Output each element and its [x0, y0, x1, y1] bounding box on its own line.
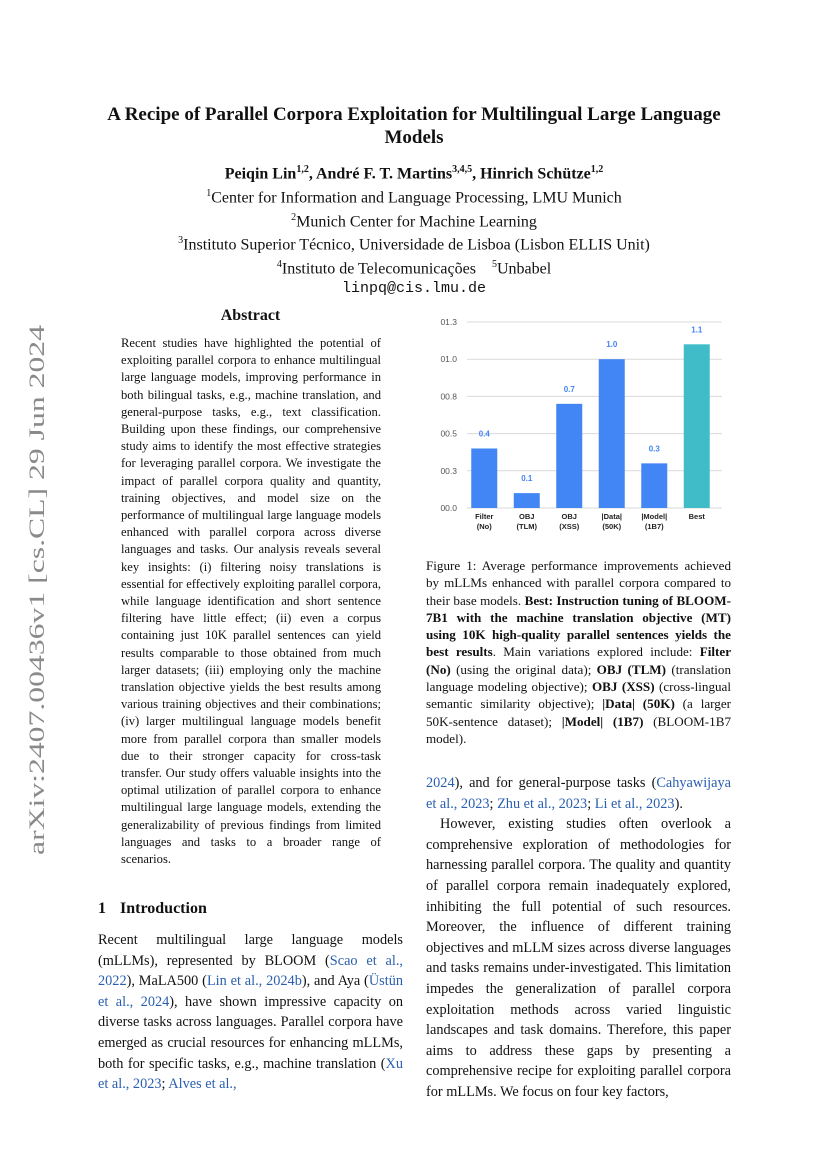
x-tick-label: |Data| [601, 512, 622, 521]
y-tick-label: 00.3 [440, 465, 457, 476]
y-tick-label: 00.8 [440, 391, 457, 402]
citation-link[interactable]: Üstün et al., 2024 [98, 973, 403, 1010]
x-tick-label: (No) [476, 522, 492, 531]
author-email[interactable]: linpq@cis.lmu.de [341, 280, 487, 298]
author-sup: 3,4,5 [452, 164, 473, 175]
affiliation: $^1$Center for Information and Language Processing, LMU Munich [206, 187, 622, 207]
citation-link[interactable]: Zhu et al., 2023 [497, 795, 588, 812]
author-name: Peiqin Lin [224, 165, 297, 183]
paragraph: 2024), and for general-purpose tasks (Cahyawijaya et al., 2023; Zhu et al., 2023; Li et al., 2023). [426, 775, 731, 812]
citation-link[interactable]: Alves et al., [168, 1076, 237, 1093]
x-tick-label: Filter [475, 512, 494, 521]
abstract-heading: Abstract [220, 307, 281, 324]
bar [684, 344, 710, 508]
arxiv-identifier [4, 320, 60, 860]
citation-link[interactable]: Lin et al., 2024b [206, 973, 302, 990]
figure-1-chart [412, 312, 730, 540]
author-block [90, 160, 738, 299]
bar [599, 359, 625, 508]
author-name: André F. T. Martins [315, 165, 453, 183]
citation-link[interactable]: Li et al., 2023 [594, 795, 675, 812]
x-tick-label: OBJ [561, 512, 577, 521]
x-tick-label: OBJ [519, 512, 535, 521]
y-tick-label: 00.0 [440, 503, 457, 513]
figure-caption: Figure 1: Average performance improvements achieved by mLLMs enhanced with parallel corpora compared to their base models. Best: Instruction tuning of BLOOM-7B1 with the machine translation objective (MT) using 10K high-quality parallel sentences yields the best results. Main variations explored include: Filter (No) (using the original data); OBJ (TLM) (translation language modeling objective); OBJ (XSS) (cross-lingual semantic similarity objective); |Data| (50K) (a larger 50K-sentence dataset); |Model| (1B7) (BLOOM-1B7 model). [426, 558, 732, 746]
affiliation: $^3$Instituto Superior Técnico, Universidade de Lisboa (Lisbon ELLIS Unit) [178, 235, 650, 254]
bar [641, 463, 667, 508]
author-sup: 1,2 [296, 164, 309, 175]
affiliation: $^4$Instituto de Telecomunicações $^5$Unbabel [276, 259, 552, 278]
arxiv-id-text: arXiv:2407.00436v1 [cs.CL] 29 Jun 2024 [24, 487, 49, 855]
x-tick-label: (TLM) [516, 522, 537, 531]
citation-link[interactable]: 2024 [426, 775, 455, 791]
y-tick-label: 01.0 [440, 354, 457, 365]
bar [556, 404, 582, 508]
author-sup: 1,2 [590, 164, 604, 175]
right-column-text [426, 773, 731, 1103]
y-tick-label: 01.3 [440, 317, 457, 327]
section-heading [98, 900, 221, 918]
author-name: Hinrich Schütze [480, 165, 591, 183]
affiliation: $^2$Munich Center for Machine Learning [291, 211, 537, 230]
section-number: 1 [98, 900, 106, 917]
paragraph: However, existing studies often overlook a comprehensive exploration of methodologies for harnessing parallel corpora. The quality and quantity of parallel corpora remain inadequately explored, inhibiting the full potential of such resources. Moreover, the influence of different training objectives and mLLM sizes across diverse languages and tasks remains under-investigated. This limitation impedes the generalization of parallel corpora exploitation methods across varied linguistic landscapes and task domains. Therefore, this paper aims to address these gaps by presenting a comprehensive recipe for exploiting parallel corpora for mLLMs. We focus on four key factors, [426, 816, 731, 1100]
paper-title: A Recipe of Parallel Corpora Exploitation for Multilingual Large Language Models [107, 104, 721, 148]
citation-link[interactable]: Scao et al., 2022 [98, 952, 403, 990]
abstract-text: Recent studies have highlighted the potential of exploiting parallel corpora to enhance multilingual large language models, improving performance in both bilingual tasks, e.g., machine translation, and general-purpose tasks, e.g., text classification. Building upon these findings, our comprehensive study aims to identify the most effective strategies for leveraging parallel corpora. We investigate the impact of parallel corpora quality and quantity, training objectives, and model size on the performance of multilingual large language models enhanced with parallel corpora across diverse languages and tasks. Our analysis reveals several key insights: (i) filtering noisy translations is essential for effectively exploiting parallel corpora, while language identification and short sentence filtering have little effect; (ii) even a corpus containing just 10K parallel sentences can yield results comparable to those obtained from much larger datasets; (iii) employing only the machine translation objective yields the best results among various training objectives and their combinations; (iv) larger multilingual language models benefit more from parallel corpora than smaller models due to their stronger capacity for cross-task transfer. Our study offers valuable insights into the optimal utilization of parallel corpora to enhance multilingual large language models, extending the generalizability of previous findings from limited languages and tasks to a broader range of scenarios. [121, 336, 381, 867]
bar-value-label: 1.0 [606, 340, 618, 350]
x-tick-label: (1B7) [644, 522, 664, 531]
author-names: Peiqin Lin$^{1,2}$, André F. T. Martins$^{3,4,5}$, Hinrich Schütze$^{1,2}$ [224, 164, 604, 183]
bar-value-label: 0.1 [521, 474, 533, 484]
x-tick-label: (50K) [602, 522, 622, 531]
bar-value-label: 0.7 [563, 384, 575, 394]
section-title: Introduction [120, 900, 207, 917]
bar [471, 448, 497, 508]
bar-chart-svg [412, 312, 730, 540]
x-tick-label: |Model| [641, 512, 668, 521]
citation-link[interactable]: Cahyawijaya et al., 2023 [426, 775, 731, 812]
bar-value-label: 1.1 [691, 325, 703, 335]
citation-link[interactable]: Xu et al., 2023 [98, 1055, 403, 1093]
x-tick-label: (XSS) [559, 522, 580, 531]
bar-value-label: 0.3 [648, 444, 660, 454]
bar-value-label: 0.4 [478, 429, 490, 439]
intro-paragraph: Recent multilingual large language models (mLLMs), represented by BLOOM (Scao et al., 2022), MaLA500 (Lin et al., 2024b), and Aya (Üstün et al., 2024), have shown impressive capacity on diverse tasks across languages. Parallel corpora have emerged as crucial resources for enhancing mLLMs, both for specific tasks, e.g., machine translation (Xu et al., 2023; Alves et al., [98, 932, 403, 1093]
y-tick-label: 00.5 [440, 428, 457, 439]
bar [514, 493, 540, 508]
x-tick-label: Best [688, 512, 705, 521]
